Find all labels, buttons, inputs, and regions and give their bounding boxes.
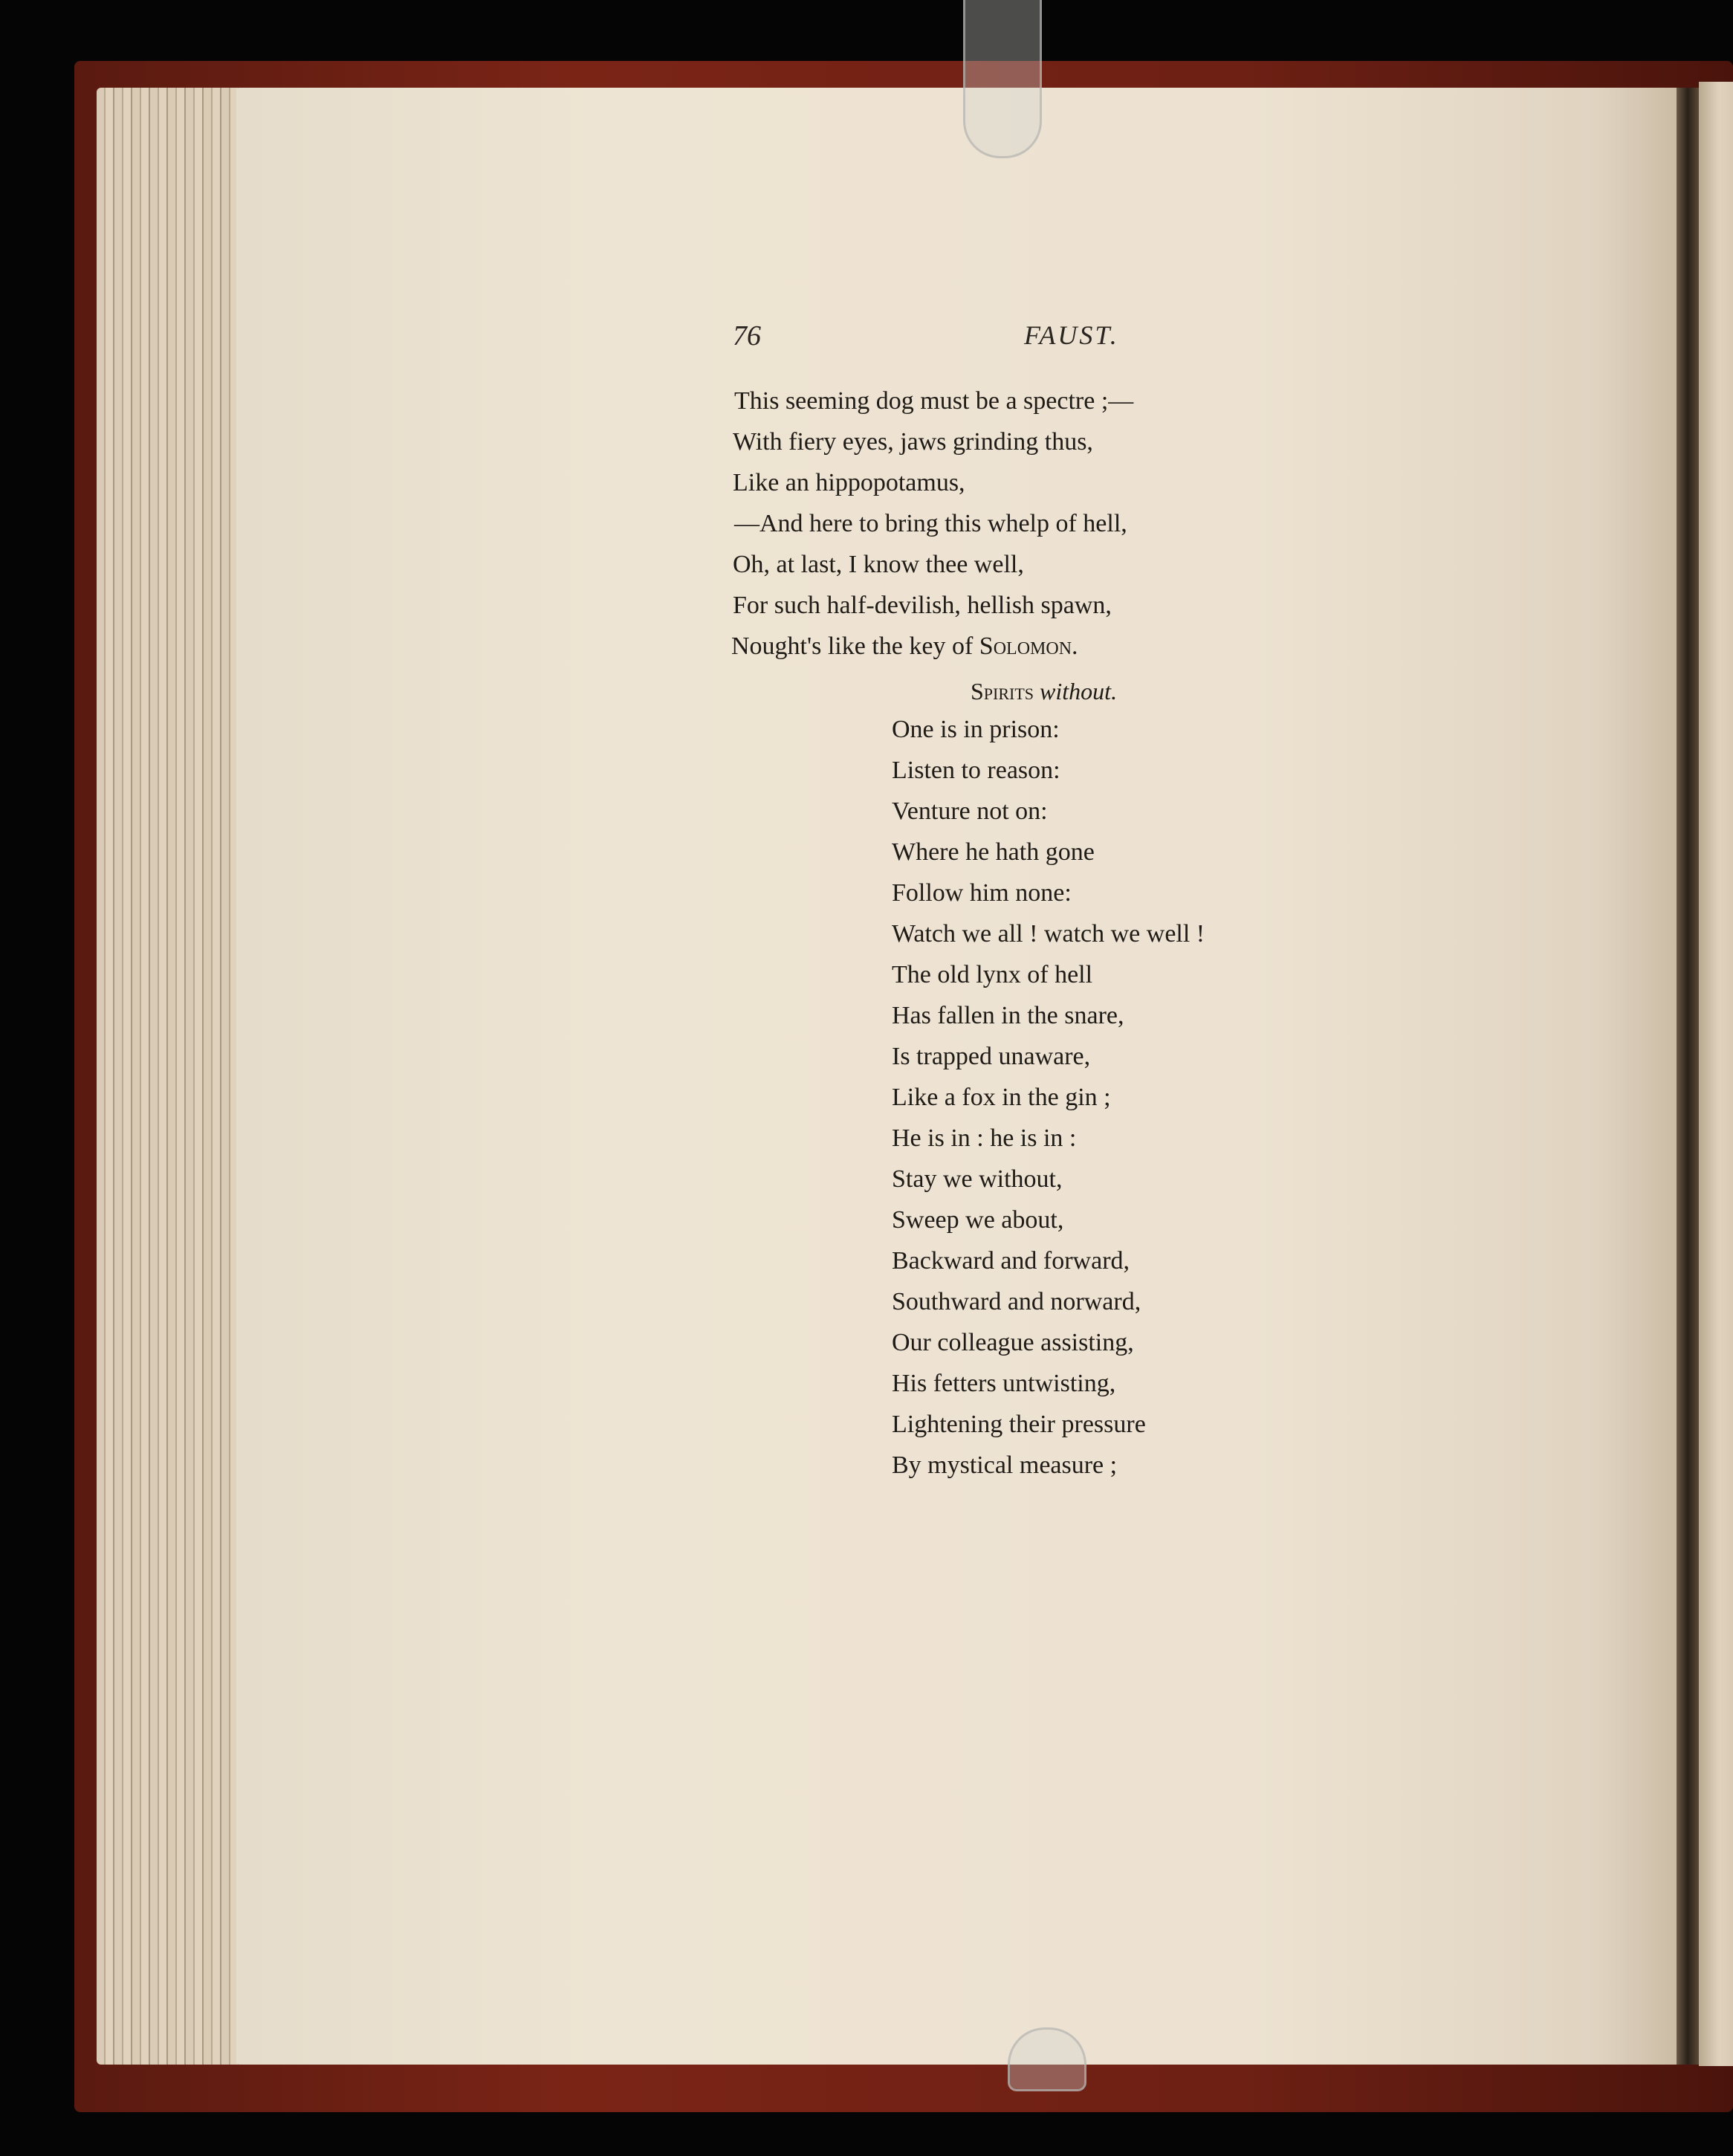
verse-line: Stay we without,: [892, 1165, 1063, 1193]
verse-line: Oh, at last, I know thee well,: [733, 551, 1024, 578]
running-title: FAUST.: [1024, 320, 1119, 350]
page-clip-bottom: [1008, 2027, 1086, 2091]
verse-line: The old lynx of hell: [892, 961, 1093, 988]
verse-line: Southward and norward,: [892, 1288, 1141, 1315]
verse-line: Like a fox in the gin ;: [892, 1084, 1111, 1111]
page-edges: [97, 88, 260, 2065]
verse-line: Like an hippopotamus,: [733, 469, 965, 496]
verse-line: Has fallen in the snare,: [892, 1002, 1124, 1029]
page-number: 76: [733, 320, 761, 352]
verse-line-solomon: [731, 632, 1078, 661]
verse-line: This seeming dog must be a spectre ;—: [734, 387, 1134, 415]
verse-line: Watch we all ! watch we well !: [892, 920, 1205, 948]
stage-direction: [971, 676, 1117, 706]
verse-line: Our colleague assisting,: [892, 1329, 1134, 1356]
verse-line: For such half-devilish, hellish spawn,: [733, 592, 1112, 619]
verse-line: —And here to bring this whelp of hell,: [734, 510, 1127, 537]
verse-line: He is in : he is in :: [892, 1124, 1077, 1152]
facing-page-edge: [1699, 82, 1733, 2066]
verse-line: Where he hath gone: [892, 838, 1095, 866]
running-head: [733, 320, 1134, 364]
verse-line: His fetters untwisting,: [892, 1370, 1116, 1397]
verse-text: Nought's like the key of: [731, 632, 979, 660]
verse-line: Backward and forward,: [892, 1247, 1130, 1275]
book-page: [236, 88, 1685, 2065]
verse-line: Is trapped unaware,: [892, 1043, 1091, 1070]
verse-line: By mystical measure ;: [892, 1451, 1118, 1479]
direction-text: without.: [1040, 678, 1118, 705]
verse-line: Lightening their pressure: [892, 1411, 1146, 1438]
verse-punctuation: .: [1072, 632, 1078, 660]
speaker-name: Spirits: [971, 678, 1034, 705]
verse-line: Sweep we about,: [892, 1206, 1064, 1234]
verse-line: One is in prison:: [892, 716, 1060, 743]
page-clip-top: [963, 0, 1042, 158]
verse-line: Follow him none:: [892, 879, 1072, 907]
proper-name: Solomon: [979, 632, 1072, 660]
verse-line: Listen to reason:: [892, 757, 1060, 784]
verse-line: With fiery eyes, jaws grinding thus,: [733, 428, 1093, 456]
verse-line: Venture not on:: [892, 797, 1048, 825]
book-gutter: [1677, 88, 1699, 2065]
